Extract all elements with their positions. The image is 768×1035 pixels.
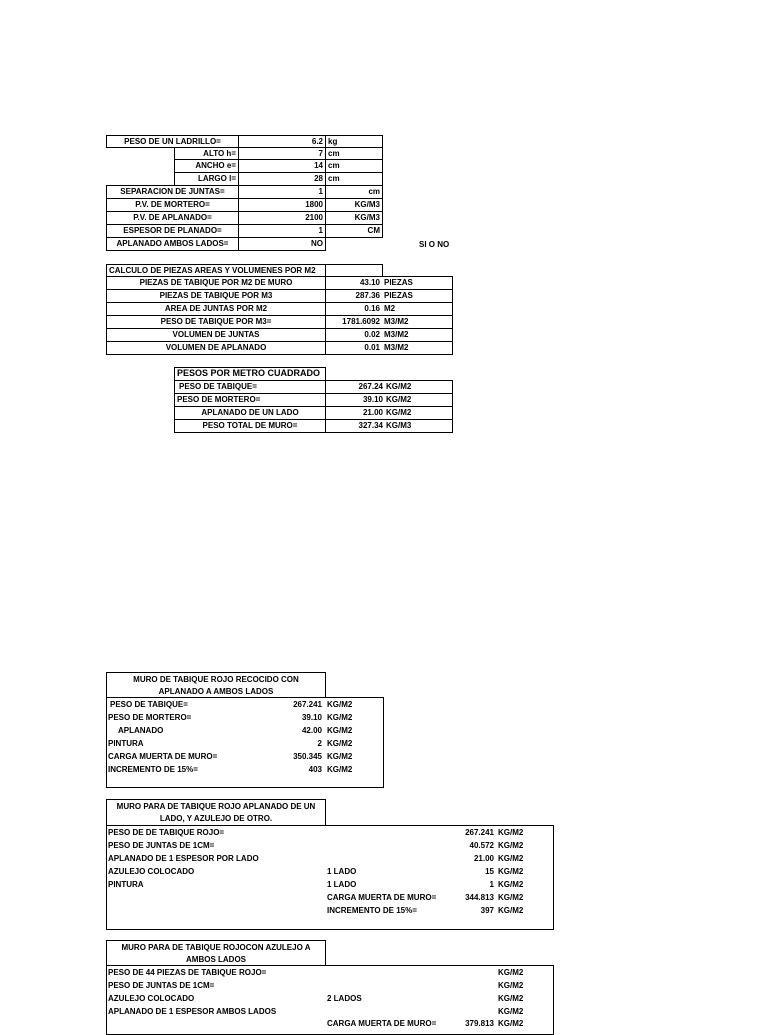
cell-value-unit [325,380,453,394]
cell-label: ESPESOR DE PLANADO= [106,224,239,238]
title-line: MURO DE TABIQUE ROJO RECOCIDO CON [133,675,299,684]
cell-label: P.V. DE MORTERO= [106,198,239,212]
row-unit: KG/M2 [327,765,353,774]
cell-value-unit [325,315,453,329]
cell-value: 43.10 [359,278,380,287]
table-title [106,940,326,966]
row-label: AZULEJO COLOCADO [108,867,195,876]
row-value: 403 [308,765,322,774]
row-unit: KG/M2 [498,854,524,863]
row-label: PESO DE JUNTAS DE 1CM= [108,981,215,990]
cell-unit: M2 [384,304,396,313]
cell-unit: M3/M2 [384,317,409,326]
row-mid: INCREMENTO DE 15%= [327,906,417,915]
cell-unit: M3/M2 [384,330,409,339]
row-label: PESO DE TABIQUE= [110,700,188,709]
cell-value-unit [325,328,453,342]
row-unit: KG/M2 [327,726,353,735]
cell-unit: KG/M3 [325,211,383,225]
cell-label: PIEZAS DE TABIQUE POR M3 [106,289,326,303]
row-value: 267.241 [293,700,322,709]
cell-value: 0.02 [364,330,380,339]
row-value: 2 [317,739,322,748]
title-line: MURO PARA DE TABIQUE ROJO APLANADO DE UN [116,802,316,811]
row-value: 379.813 [465,1019,494,1028]
cell-unit: KG/M2 [386,408,412,417]
cell-value: 14 [238,159,326,173]
cell-value-unit [325,393,453,407]
cell-label: PESO DE MORTERO= [174,393,326,407]
title-line: LADO, Y AZULEJO DE OTRO. [159,814,273,823]
cell-value: 2100 [238,211,326,225]
cell-label: PESO TOTAL DE MURO= [174,419,326,433]
title-line: AMBOS LADOS [186,955,246,964]
row-label: INCREMENTO DE 15%= [108,765,198,774]
row-unit: KG/M2 [498,828,524,837]
row-unit: KG/M2 [498,1007,524,1016]
row-value: 15 [485,867,494,876]
cell-unit: cm [325,185,383,199]
cell-unit: M3/M2 [384,343,409,352]
table-title: CALCULO DE PIEZAS AREAS Y VOLUMENES POR M2 [106,264,326,277]
cell-value: 1800 [238,198,326,212]
cell-unit: PIEZAS [384,291,413,300]
cell-unit: KG/M3 [325,198,383,212]
cell-value-unit [325,302,453,316]
cell-label: SEPARACION DE JUNTAS= [106,185,239,199]
cell-value: 39.10 [362,395,383,404]
cell-unit: cm [325,172,383,186]
title-line: APLANADO A AMBOS LADOS [158,687,274,696]
cell-label: APLANADO DE UN LADO [174,406,326,420]
cell-value: 6.2 [238,135,326,148]
row-mid: 1 LADO [327,867,357,876]
table-title [106,799,326,826]
cell-value: 327.34 [358,421,383,430]
cell-unit: cm [325,159,383,173]
cell-value: 7 [238,147,326,160]
row-label: PINTURA [108,739,144,748]
row-value: 267.241 [465,828,494,837]
cell-label: APLANADO AMBOS LADOS= [106,237,239,251]
cell-unit: CM [325,224,383,238]
row-value: 40.572 [469,841,494,850]
cell-value-unit [325,289,453,303]
row-label: APLANADO [118,726,164,735]
cell-label: ALTO h= [174,147,239,160]
row-label: PINTURA [108,880,144,889]
row-unit: KG/M2 [498,906,524,915]
row-label: AZULEJO COLOCADO [108,994,195,1003]
row-value: 344.813 [465,893,494,902]
row-value: 1 [489,880,494,889]
cell-label: VOLUMEN DE JUNTAS [106,328,326,342]
row-mid: CARGA MUERTA DE MURO= [327,893,437,902]
row-mid: CARGA MUERTA DE MURO= [327,1019,437,1028]
row-unit: KG/M2 [327,752,353,761]
cell-value-unit [325,276,453,290]
row-label: PESO DE DE TABIQUE ROJO= [108,828,225,837]
cell-label: PESO DE UN LADRILLO= [106,135,239,148]
cell-unit: cm [325,147,383,160]
row-unit: KG/M2 [327,739,353,748]
cell-value-unit [325,341,453,355]
row-unit: KG/M2 [498,893,524,902]
cell-unit: PIEZAS [384,278,413,287]
cell-label: P.V. DE APLANADO= [106,211,239,225]
cell-unit: KG/M2 [386,382,412,391]
row-label: APLANADO DE 1 ESPESOR POR LADO [108,854,259,863]
row-label: APLANADO DE 1 ESPESOR AMBOS LADOS [108,1007,277,1016]
si-o-no-note: SI O NO [419,240,450,249]
row-unit: KG/M2 [498,1019,524,1028]
row-label: PESO DE JUNTAS DE 1CM= [108,841,215,850]
cell-value: 0.01 [364,343,380,352]
cell-value: 0.16 [364,304,380,313]
cell-label: AREA DE JUNTAS POR M2 [106,302,326,316]
table-title [106,672,326,698]
row-mid: 2 LADOS [327,994,362,1003]
row-unit: KG/M2 [498,968,524,977]
row-mid: 1 LADO [327,880,357,889]
row-unit: KG/M2 [327,700,353,709]
row-value: 21.00 [473,854,494,863]
cell-unit: KG/M3 [386,421,412,430]
row-unit: KG/M2 [327,713,353,722]
cell-value-unit [325,419,453,433]
row-value: 397 [480,906,494,915]
row-unit: KG/M2 [498,841,524,850]
cell-value: 28 [238,172,326,186]
cell-value: 1 [238,224,326,238]
row-unit: KG/M2 [498,867,524,876]
row-value: 350.345 [293,752,322,761]
cell-value: 1781.6092 [342,317,380,326]
row-label: PESO DE 44 PIEZAS DE TABIQUE ROJO= [108,968,267,977]
cell-value: 1 [238,185,326,199]
cell-value: 267.24 [358,382,383,391]
cell-value-unit [325,406,453,420]
cell-value: NO [238,237,326,251]
cell-label: ANCHO e= [174,159,239,173]
cell-label: VOLUMEN DE APLANADO [106,341,326,355]
cell-label: PESO DE TABIQUE POR M3= [106,315,326,329]
cell-label: LARGO l= [174,172,239,186]
row-unit: KG/M2 [498,994,524,1003]
row-unit: KG/M2 [498,880,524,889]
row-unit: KG/M2 [498,981,524,990]
row-value: 42.00 [301,726,322,735]
cell-unit: KG/M2 [386,395,412,404]
cell-value: 21.00 [362,408,383,417]
cell-unit: kg [325,135,383,148]
cell-label: PESO DE TABIQUE= [174,380,326,394]
cell-label: PIEZAS DE TABIQUE POR M2 DE MURO [106,276,326,290]
row-value: 39.10 [301,713,322,722]
title-line: MURO PARA DE TABIQUE ROJOCON AZULEJO A [121,943,311,952]
row-label: PESO DE MORTERO= [108,713,192,722]
row-label: CARGA MUERTA DE MURO= [108,752,218,761]
cell-value: 287.36 [355,291,380,300]
table-title: PESOS POR METRO CUADRADO [174,367,326,381]
